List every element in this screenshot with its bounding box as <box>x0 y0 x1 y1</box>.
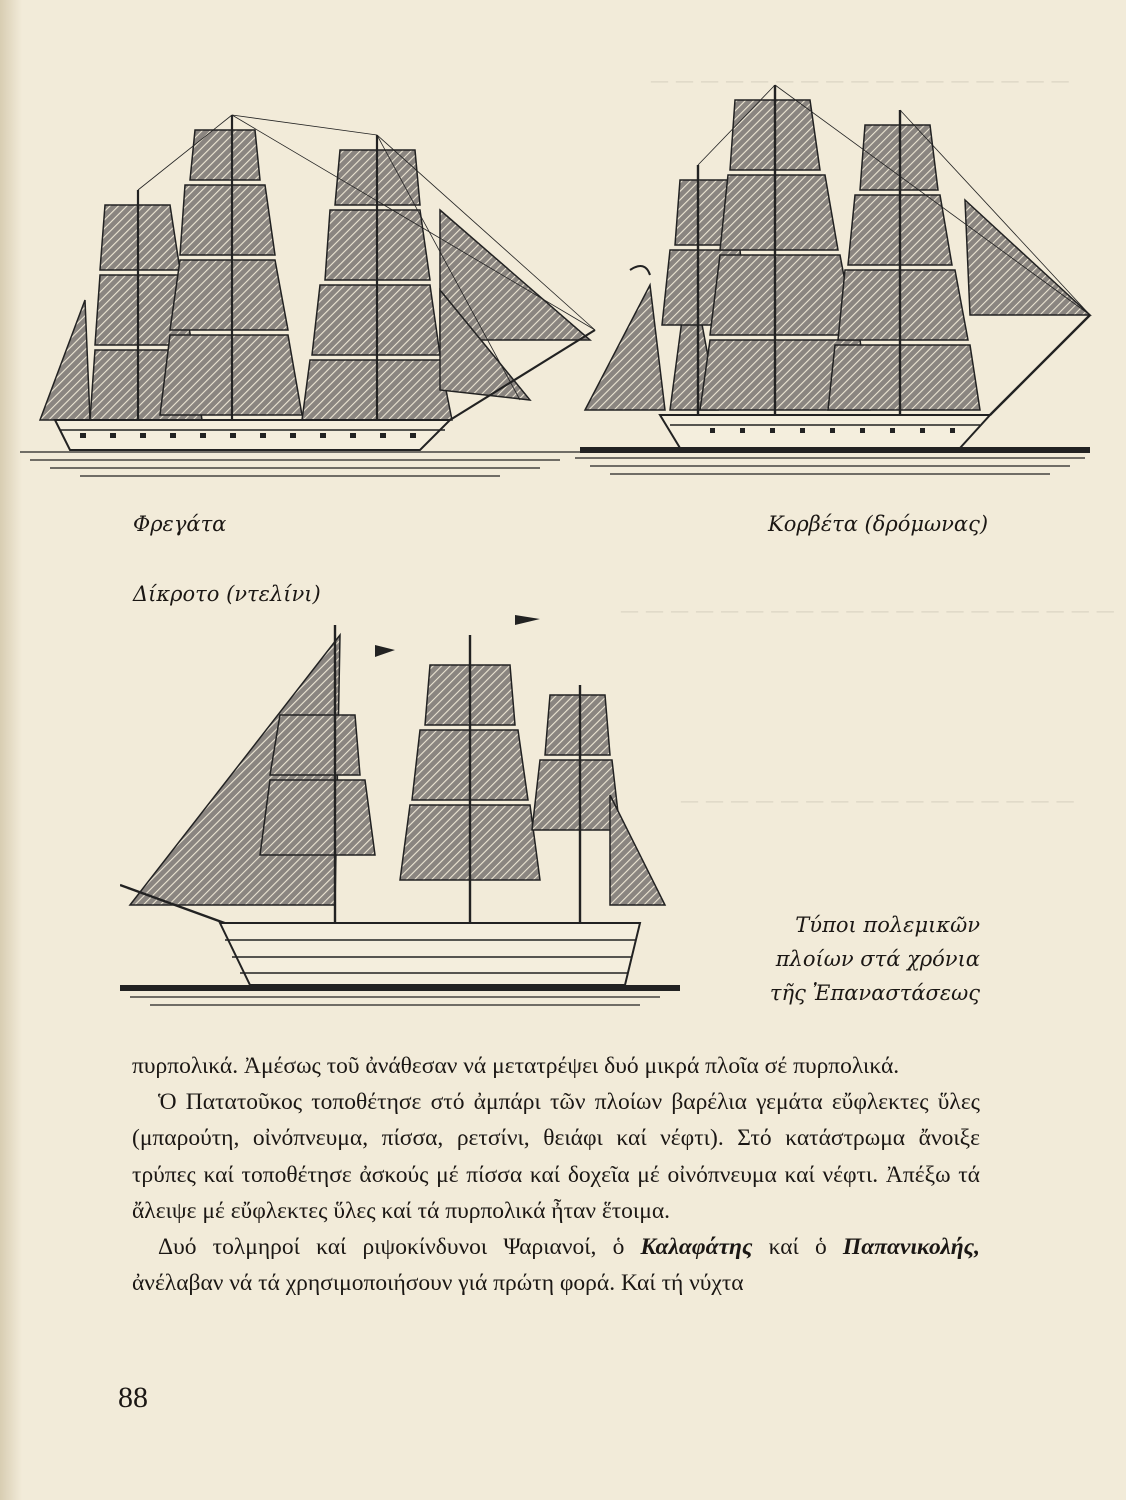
bleed-through-text: — — — — — — — — — — — — — — — — — — — — <box>620 600 1115 622</box>
corvette-illustration <box>570 80 1095 480</box>
text-run: Δυό τολμηροί καί ριψοκίνδυνοι Ψαριανοί, ὁ <box>158 1234 641 1261</box>
bleed-through-text: — — — — — — — — — — — — — — — — <box>680 790 1075 812</box>
caption-line: τῆς Ἐπαναστάσεως <box>769 981 980 1005</box>
paragraph <box>132 1229 980 1301</box>
name-papanikolis: Παπανικολής, <box>842 1234 980 1261</box>
caption-line: Τύποι πολεμικῶν <box>795 913 980 937</box>
text-run: καί ὁ <box>752 1234 843 1261</box>
paragraph: Ὁ Πατατοῦκος τοποθέτησε στό ἀμπάρι τῶν πλοίων βαρέλια γεμάτα εὔφλεκτες ὕλες (μπαρούτη, οἰνόπνευμα, πίσσα, ρετσίνι, θειάφι καί νέφτι). Στό κατάστρωμα ἄνοιξε τρύπες καί τοποθέτησε ἀσκούς μέ πίσσα καί δοχεῖα μέ οἰνόπνευμα καί νέφτι. Ἀπέξω τά ἄλειψε μέ εὔφλεκτες ὕλες καί τά πυρπολικά ἦταν ἕτοιμα. <box>132 1089 980 1224</box>
bleed-through-text: — — — — — — — — — — — — — — — — — <box>650 70 1070 92</box>
body-text <box>132 1048 980 1301</box>
caption-corvette: Κορβέτα (δρόμωνας) <box>768 512 989 536</box>
caption-ship-of-the-line: Δίκροτο (ντελίνι) <box>133 582 321 606</box>
paragraph: πυρπολικά. Ἀμέσως τοῦ ἀνάθεσαν νά μετατρέψει δυό μικρά πλοῖα σέ πυρπολικά. <box>132 1053 900 1079</box>
caption-warship-types <box>700 908 980 1010</box>
page-number: 88 <box>118 1381 148 1414</box>
page-binding-edge <box>0 0 22 1500</box>
frigate-illustration <box>20 100 600 500</box>
name-kalafatis: Καλαφάτης <box>640 1234 753 1261</box>
caption-line: πλοίων στά χρόνια <box>775 947 980 971</box>
ship-of-the-line-illustration <box>120 605 680 1035</box>
text-run: ἀνέλαβαν νά τά χρησιμοποιήσουν γιά πρώτη φορά. Καί τή νύχτα <box>132 1270 744 1297</box>
caption-frigate: Φρεγάτα <box>133 512 227 536</box>
